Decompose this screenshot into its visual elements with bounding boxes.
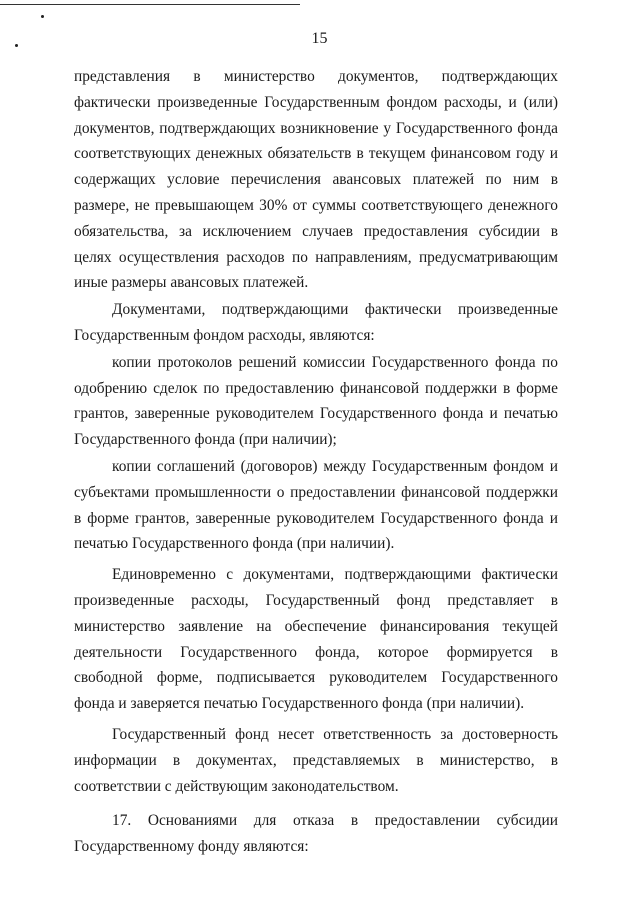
paragraph-protocol-copies: копии протоколов решений комиссии Государственного фонда по одобрению сделок по предоставлению финансовой поддержки в форме грантов, заверенные руководителем Государственного фонда и печатью Государственного фонда (при наличии); — [74, 353, 558, 449]
paragraph-documents: Документами, подтверждающими фактически произведенные Государственным фондом расходы, являются: — [74, 301, 558, 344]
paragraph-continuation: представления в министерство документов, подтверждающих фактически произведенные Государственным фондом расходы, и (или) документов, подтверждающих возникновение у Государственного фонда соответствующих денежных обязательств в текущем финансовом году и содержащих условие перечисления авансовых платежей по ним в размере, не превышающем 30% от суммы соответствующего денежного обязательства, за исключением случаев предоставления субсидии в целях осуществления расходов по направлениям, предусматривающим иные размеры авансовых платежей. — [74, 68, 558, 292]
paragraph-application: Единовременно с документами, подтверждающими фактически произведенные расходы, Государственный фонд представляет в министерство заявление на обеспечение финансирования текущей деятельности Государственного фонда, которое формируется в свободной форме, подписывается руководителем Государственного фонда и заверяется печатью Государственного фонда (при наличии). — [74, 566, 558, 713]
paragraph-agreement-copies: копии соглашений (договоров) между Государственным фондом и субъектами промышленности о предоставлении финансовой поддержки в форме грантов, заверенные руководителем Государственного фонда и печатью Государственного фонда (при наличии). — [74, 457, 558, 553]
paragraph-clause-17: 17. Основаниями для отказа в предоставлении субсидии Государственному фонду являются: — [74, 812, 558, 856]
scan-speck — [41, 15, 44, 18]
paragraph-responsibility: Государственный фонд несет ответственность за достоверность информации в документах, представляемых в министерство, в соответствии с действующим законодательством. — [74, 725, 558, 795]
page-number: 15 — [311, 30, 328, 47]
document-body — [74, 64, 558, 860]
top-scan-line — [0, 4, 300, 5]
